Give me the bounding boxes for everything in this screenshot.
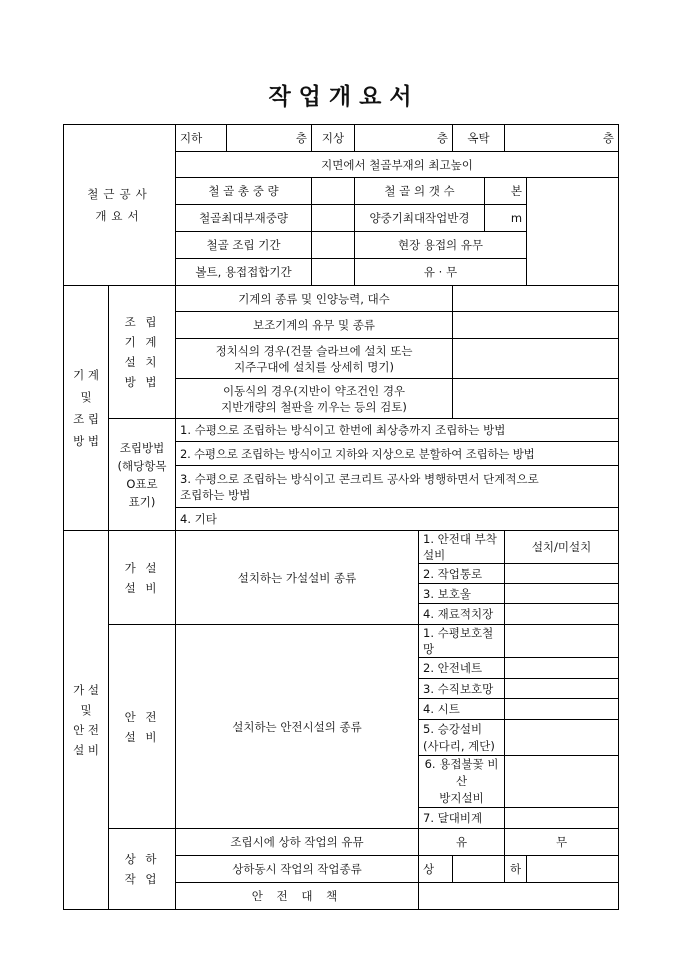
safety-item-4: 4. 시트 bbox=[419, 699, 505, 720]
assembly-method-3[interactable]: 3. 수평으로 조립하는 방식이고 콘크리트 공사와 병행하면서 단계적으로 조립하는 방법 bbox=[176, 466, 619, 508]
updown-down-value[interactable] bbox=[527, 856, 619, 883]
work-overview-table bbox=[63, 124, 619, 910]
safety-item-2: 2. 안전네트 bbox=[419, 658, 505, 679]
safety-item-3-status[interactable] bbox=[505, 679, 619, 699]
assembly-method-4[interactable]: 4. 기타 bbox=[176, 508, 619, 531]
piece-count-unit: 본 bbox=[485, 178, 527, 205]
mobile-type-value[interactable] bbox=[453, 379, 619, 419]
fixed-type-label: 정치식의 경우(건물 슬라브에 설치 또는 지주구대에 설치를 상세히 명기) bbox=[176, 339, 453, 379]
max-height-label: 지면에서 철골부재의 최고높이 bbox=[176, 152, 619, 178]
section1-header: 철근공사 개요서 bbox=[64, 125, 176, 286]
max-member-weight-label: 철골최대부재중량 bbox=[176, 205, 312, 232]
temp-item-1: 1. 안전대 부착설비 bbox=[419, 531, 505, 564]
above-ground-unit: 층 bbox=[355, 125, 453, 152]
aux-machine-label: 보조기계의 유무 및 종류 bbox=[176, 312, 453, 339]
updown-up-value[interactable] bbox=[453, 856, 505, 883]
max-member-weight-value[interactable] bbox=[312, 205, 355, 232]
document-title: 작 업 개 요 서 bbox=[268, 83, 412, 110]
temp-item-3-status[interactable] bbox=[505, 584, 619, 604]
piece-count-label: 철 골 의 갯 수 bbox=[355, 178, 485, 205]
safety-facility-desc: 설치하는 안전시설의 종류 bbox=[176, 625, 419, 829]
updown-exist-yes[interactable]: 유 bbox=[419, 829, 505, 856]
section3-header: 가 설 및 안 전 설 비 bbox=[64, 531, 109, 910]
temp-facility-desc: 설치하는 가설설비 종류 bbox=[176, 531, 419, 625]
updown-exist-label: 조립시에 상하 작업의 유뮤 bbox=[176, 829, 419, 856]
safety-item-7-status[interactable] bbox=[505, 808, 619, 829]
safety-item-6: 6. 용접불꽃 비산 방지설비 bbox=[419, 756, 505, 808]
assembly-method-header: 조립방법 (해당항목 O표로 표기) bbox=[109, 419, 176, 531]
crane-radius-label: 양중기최대작업반경 bbox=[355, 205, 485, 232]
safety-facility-header: 안 전 설 비 bbox=[109, 625, 176, 829]
temp-item-4: 4. 재료적치장 bbox=[419, 604, 505, 625]
install-status-label[interactable]: 설치/미설치 bbox=[505, 531, 619, 564]
temp-item-3: 3. 보호울 bbox=[419, 584, 505, 604]
fixed-type-value[interactable] bbox=[453, 339, 619, 379]
assembly-period-label: 철골 조립 기간 bbox=[176, 232, 312, 259]
safety-item-1-status[interactable] bbox=[505, 625, 619, 658]
total-weight-label: 철 골 총 중 량 bbox=[176, 178, 312, 205]
assembly-method-1[interactable]: 1. 수평으로 조립하는 방식이고 한번에 최상층까지 조립하는 방법 bbox=[176, 419, 619, 442]
assembly-period-value[interactable] bbox=[312, 232, 355, 259]
aux-machine-value[interactable] bbox=[453, 312, 619, 339]
safety-item-5-status[interactable] bbox=[505, 720, 619, 756]
basement-unit: 층 bbox=[227, 125, 312, 152]
safety-measures-label: 안 전 대 책 bbox=[176, 883, 419, 910]
total-weight-value[interactable] bbox=[312, 178, 355, 205]
temp-facility-header: 가 설 설 비 bbox=[109, 531, 176, 625]
machine-type-value[interactable] bbox=[453, 286, 619, 312]
crane-radius-unit: m bbox=[485, 205, 527, 232]
rooftop-label: 옥탁 bbox=[453, 125, 505, 152]
bolt-period-label: 볼트, 용접접합기간 bbox=[176, 259, 312, 286]
machine-type-label: 기계의 종류 및 인양능력, 대수 bbox=[176, 286, 453, 312]
safety-item-5: 5. 승강설비 (사다리, 계단) bbox=[419, 720, 505, 756]
temp-item-2-status[interactable] bbox=[505, 564, 619, 584]
above-ground-label: 지상 bbox=[312, 125, 355, 152]
safety-item-2-status[interactable] bbox=[505, 658, 619, 679]
safety-item-6-status[interactable] bbox=[505, 756, 619, 808]
temp-item-2: 2. 작업통로 bbox=[419, 564, 505, 584]
updown-down-label: 하 bbox=[505, 856, 527, 883]
temp-item-4-status[interactable] bbox=[505, 604, 619, 625]
safety-measures-value[interactable] bbox=[419, 883, 619, 910]
safety-item-7: 7. 달대비계 bbox=[419, 808, 505, 829]
updown-work-header: 상 하 작 업 bbox=[109, 829, 176, 910]
bolt-period-value[interactable] bbox=[312, 259, 355, 286]
welding-label: 현장 용접의 유무 bbox=[355, 232, 527, 259]
safety-item-4-status[interactable] bbox=[505, 699, 619, 720]
safety-item-3: 3. 수직보호망 bbox=[419, 679, 505, 699]
section2-header: 기 계 및 조 립 방 법 bbox=[64, 286, 109, 531]
welding-value[interactable]: 유 · 무 bbox=[355, 259, 527, 286]
safety-item-1: 1. 수평보호철망 bbox=[419, 625, 505, 658]
rooftop-unit: 층 bbox=[505, 125, 619, 152]
basement-label: 지하 bbox=[176, 125, 227, 152]
updown-type-label: 상하동시 작업의 작업종류 bbox=[176, 856, 419, 883]
machine-method-header: 조 립 기 계 설 치 방 법 bbox=[109, 286, 176, 419]
mobile-type-label: 이동식의 경우(지반이 약조건인 경우 지반개량의 철판을 끼우는 등의 검토) bbox=[176, 379, 453, 419]
updown-up-label: 상 bbox=[419, 856, 453, 883]
assembly-method-2[interactable]: 2. 수평으로 조립하는 방식이고 지하와 지상으로 분할하여 조립하는 방법 bbox=[176, 442, 619, 466]
updown-exist-no[interactable]: 무 bbox=[505, 829, 619, 856]
